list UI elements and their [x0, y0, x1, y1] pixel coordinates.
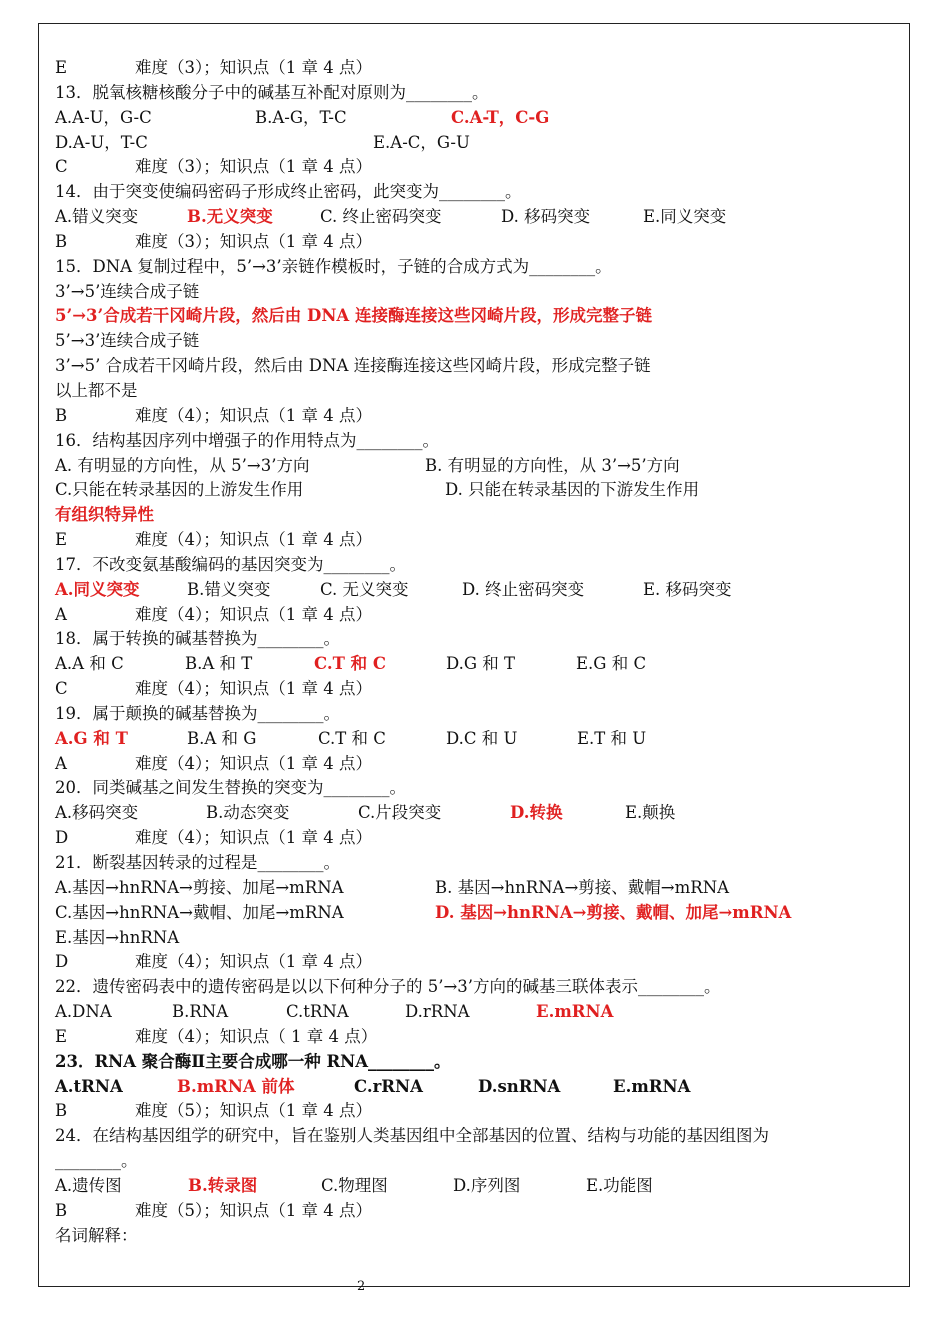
text-segment: D.G 和 T	[446, 654, 516, 674]
text-segment: 难度（4）；知识点（1 章 4 点）	[135, 753, 372, 773]
text-line	[55, 578, 895, 603]
text-line	[55, 404, 895, 429]
text-line	[55, 975, 895, 1000]
text-segment: E.T 和 U	[577, 728, 647, 748]
text-segment: 难度（3）；知识点（1 章 4 点）	[135, 157, 372, 177]
text-segment: D	[55, 828, 69, 848]
text-line	[55, 627, 895, 652]
text-segment: E	[55, 1026, 68, 1046]
answer-highlight: B.无义突变	[187, 207, 273, 227]
text-line	[55, 131, 895, 156]
text-line	[55, 255, 895, 280]
text-segment: E. 移码突变	[643, 579, 732, 599]
text-line	[55, 1199, 895, 1224]
text-line	[55, 454, 895, 479]
text-segment: D.序列图	[453, 1175, 521, 1195]
text-line	[55, 876, 895, 901]
text-line	[55, 1075, 895, 1100]
text-segment: 难度（4）；知识点（1 章 4 点）	[135, 530, 372, 550]
text-line	[55, 106, 895, 131]
text-segment: 难度（4）；知识点（ 1 章 4 点）	[135, 1026, 378, 1046]
text-segment: 难度（3）；知识点（1 章 4 点）	[135, 58, 372, 77]
text-segment: E.同义突变	[643, 207, 727, 227]
text-segment: 3’→5’连续合成子链	[55, 281, 200, 301]
text-line	[55, 56, 895, 81]
text-line	[55, 1000, 895, 1025]
page-number: 2	[357, 1279, 366, 1294]
text-segment: 难度（4）；知识点（1 章 4 点）	[135, 604, 372, 624]
text-line	[55, 1025, 895, 1050]
text-line	[55, 230, 895, 255]
text-segment: D. 终止密码突变	[462, 579, 585, 599]
answer-highlight: B.mRNA 前体	[177, 1076, 295, 1096]
text-line	[55, 603, 895, 628]
text-line	[55, 677, 895, 702]
text-segment: B	[55, 231, 68, 251]
text-segment: 14．由于突变使编码密码子形成终止密码，此突变为________。	[55, 182, 522, 202]
text-line	[55, 379, 895, 404]
text-line	[55, 354, 895, 379]
text-line	[55, 180, 895, 205]
text-segment: C. 无义突变	[320, 579, 409, 599]
text-line	[55, 205, 895, 230]
text-segment: A.A 和 C	[55, 654, 124, 674]
answer-highlight: A.同义突变	[55, 579, 140, 599]
text-segment: D. 移码突变	[501, 207, 591, 227]
text-segment: 17．不改变氨基酸编码的基因突变为________。	[55, 554, 406, 574]
text-segment: 15．DNA 复制过程中，5’→3’亲链作模板时，子链的合成方式为________。	[55, 256, 612, 276]
text-segment: B.A 和 T	[185, 654, 253, 674]
text-segment: C.tRNA	[286, 1002, 349, 1022]
text-line	[55, 1124, 895, 1149]
text-segment: B.错义突变	[187, 579, 271, 599]
text-line	[55, 950, 895, 975]
text-segment: D.rRNA	[405, 1002, 470, 1022]
text-segment: D.A-U，T-C	[55, 132, 148, 152]
answer-highlight: C.T 和 C	[314, 654, 386, 674]
text-segment: B.A-G，T-C	[255, 107, 347, 127]
text-segment: C	[55, 157, 68, 177]
text-segment: 21．断裂基因转录的过程是________。	[55, 853, 340, 872]
text-line	[55, 1149, 895, 1174]
text-segment: 名词解释：	[55, 1225, 138, 1245]
text-segment: A.遗传图	[55, 1175, 122, 1195]
text-segment: D. 只能在转录基因的下游发生作用	[445, 480, 700, 500]
text-line	[55, 727, 895, 752]
text-segment: A. 有明显的方向性，从 5’→3’方向	[55, 455, 310, 475]
text-segment: C.片段突变	[358, 803, 442, 823]
text-line	[55, 429, 895, 454]
text-line	[55, 528, 895, 553]
text-line	[55, 801, 895, 826]
text-segment: A.基因→hnRNA→剪接、加尾→mRNA	[55, 877, 344, 897]
text-segment: C. 终止密码突变	[320, 207, 442, 227]
text-segment: D.C 和 U	[446, 728, 518, 748]
text-segment: B. 有明显的方向性，从 3’→5’方向	[425, 455, 680, 475]
text-segment: 20．同类碱基之间发生替换的突变为________。	[55, 778, 406, 798]
text-segment: E.功能图	[586, 1175, 653, 1195]
text-segment: D.snRNA	[478, 1076, 561, 1096]
text-segment: B.动态突变	[206, 803, 290, 823]
answer-highlight: 有组织特异性	[55, 505, 154, 525]
text-segment: B.RNA	[172, 1002, 229, 1022]
answer-highlight: B.转录图	[188, 1175, 258, 1195]
text-segment: 3’→5’ 合成若干冈崎片段，然后由 DNA 连接酶连接这些冈崎片段，形成完整子链	[55, 356, 651, 376]
text-segment: 13．脱氧核糖核酸分子中的碱基互补配对原则为________。	[55, 82, 489, 102]
text-segment: C.物理图	[321, 1175, 388, 1195]
text-line	[55, 652, 895, 677]
text-segment: 难度（4）；知识点（1 章 4 点）	[135, 405, 372, 425]
text-line	[55, 280, 895, 305]
text-segment: A.移码突变	[55, 803, 139, 823]
text-segment: E	[55, 58, 68, 77]
answer-highlight: D. 基因→hnRNA→剪接、戴帽、加尾→mRNA	[435, 902, 792, 922]
text-segment: ________。	[55, 1151, 138, 1171]
text-segment: 难度（5）；知识点（1 章 4 点）	[135, 1101, 372, 1121]
text-segment: C.rRNA	[354, 1076, 423, 1096]
text-line	[55, 1050, 895, 1075]
answer-highlight: D.转换	[510, 803, 563, 823]
text-line	[55, 503, 895, 528]
text-line	[55, 304, 895, 329]
document-body	[55, 56, 895, 1249]
text-segment: 16．结构基因序列中增强子的作用特点为________。	[55, 430, 439, 450]
text-line	[55, 1224, 895, 1249]
text-segment: B.A 和 G	[187, 728, 257, 748]
answer-highlight: C.A-T，C-G	[451, 107, 550, 127]
text-segment: A.A-U，G-C	[55, 107, 152, 127]
text-segment: 23．RNA 聚合酶Ⅱ主要合成哪一种 RNA________。	[55, 1051, 451, 1071]
text-segment: 难度（4）；知识点（1 章 4 点）	[135, 952, 372, 972]
text-line	[55, 752, 895, 777]
answer-highlight: 5’→3’合成若干冈崎片段，然后由 DNA 连接酶连接这些冈崎片段，形成完整子链	[55, 306, 652, 326]
text-segment: B	[55, 1101, 68, 1121]
text-segment: C	[55, 679, 68, 699]
text-segment: E	[55, 530, 68, 550]
answer-highlight: A.G 和 T	[55, 728, 128, 748]
text-segment: A	[55, 604, 67, 624]
text-line	[55, 851, 895, 876]
text-line	[55, 1099, 895, 1124]
text-line	[55, 81, 895, 106]
text-segment: A.DNA	[55, 1002, 112, 1022]
text-segment: A	[55, 753, 67, 773]
text-segment: D	[55, 952, 69, 972]
text-segment: 难度（3）；知识点（1 章 4 点）	[135, 231, 372, 251]
text-segment: E.mRNA	[613, 1076, 691, 1096]
text-line	[55, 901, 895, 926]
text-line	[55, 776, 895, 801]
text-segment: B	[55, 405, 68, 425]
text-line	[55, 826, 895, 851]
text-segment: E.基因→hnRNA	[55, 927, 180, 947]
text-segment: C.基因→hnRNA→戴帽、加尾→mRNA	[55, 902, 344, 922]
answer-highlight: E.mRNA	[536, 1002, 614, 1022]
text-line	[55, 1174, 895, 1199]
text-line	[55, 329, 895, 354]
text-segment: 以上都不是	[55, 380, 138, 400]
text-segment: C.T 和 C	[318, 728, 386, 748]
text-line	[55, 155, 895, 180]
text-line	[55, 702, 895, 727]
text-segment: A.错义突变	[55, 207, 139, 227]
text-segment: E.G 和 C	[576, 654, 647, 674]
text-line	[55, 553, 895, 578]
text-segment: 难度（4）；知识点（1 章 4 点）	[135, 828, 372, 848]
text-segment: E.A-C，G-U	[373, 132, 470, 152]
text-segment: B. 基因→hnRNA→剪接、戴帽→mRNA	[435, 877, 730, 897]
text-segment: 难度（4）；知识点（1 章 4 点）	[135, 679, 372, 699]
text-segment: 22．遗传密码表中的遗传密码是以以下何种分子的 5’→3’方向的碱基三联体表示________。	[55, 977, 721, 997]
text-segment: B	[55, 1200, 68, 1220]
text-segment: 18．属于转换的碱基替换为________。	[55, 629, 340, 649]
text-segment: 19．属于颠换的碱基替换为________。	[55, 703, 340, 723]
text-segment: 24．在结构基因组学的研究中，旨在鉴别人类基因组中全部基因的位置、结构与功能的基因组图为	[55, 1126, 769, 1146]
text-segment: 5’→3’连续合成子链	[55, 331, 200, 351]
text-line	[55, 478, 895, 503]
text-segment: 难度（5）；知识点（1 章 4 点）	[135, 1200, 372, 1220]
text-segment: E.颠换	[625, 803, 676, 823]
text-line	[55, 926, 895, 951]
text-segment: A.tRNA	[55, 1076, 123, 1096]
text-segment: C.只能在转录基因的上游发生作用	[55, 480, 304, 500]
